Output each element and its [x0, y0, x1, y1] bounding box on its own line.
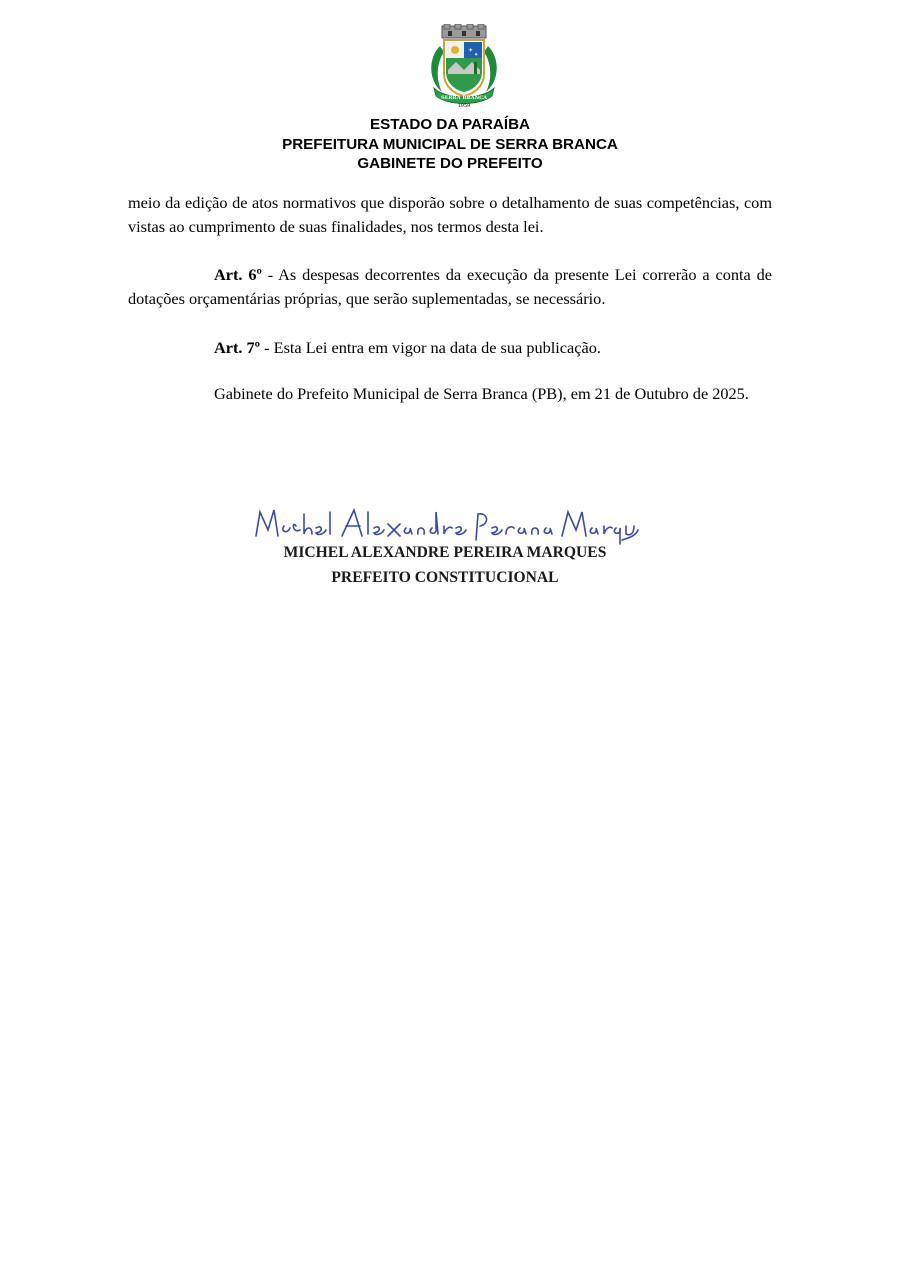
article-7-label: Art. 7º	[214, 338, 261, 357]
closing-paragraph: Gabinete do Prefeito Municipal de Serra Branca (PB), em 21 de Outubro de 2025.	[214, 384, 749, 403]
header-office: GABINETE DO PREFEITO	[357, 155, 543, 172]
signer-name: MICHEL ALEXANDRE PEREIRA MARQUES	[283, 544, 607, 561]
coat-of-arms-icon	[426, 24, 502, 108]
svg-text:SERRA BRANCA: SERRA BRANCA	[440, 95, 488, 101]
svg-text:✦: ✦	[468, 47, 474, 54]
paragraph-continuation: meio da edição de atos normativos que disporão sobre o detalhamento de suas competências, com vistas ao cumprimento de suas finalidades, nos termos desta lei.	[128, 193, 772, 236]
article-6	[128, 263, 772, 310]
article-7	[128, 336, 772, 360]
article-7-text: - Esta Lei entra em vigor na data de sua publicação.	[260, 338, 601, 357]
header-municipality: PREFEITURA MUNICIPAL DE SERRA BRANCA	[282, 135, 618, 153]
article-6-text: - As despesas decorrentes da execução da presente Lei correrão a conta de dotações orçamentárias próprias, que serão suplementadas, se necessário.	[128, 265, 772, 308]
article-6-label: Art. 6º	[214, 265, 262, 284]
svg-text:✦: ✦	[474, 52, 479, 58]
document-header	[0, 115, 900, 174]
signer-title: PREFEITO CONSTITUCIONAL	[331, 569, 559, 586]
header-state: ESTADO DA PARAÍBA	[369, 116, 531, 133]
svg-text:1959: 1959	[457, 103, 471, 108]
handwritten-signature	[250, 500, 640, 550]
signature-block	[240, 500, 660, 600]
